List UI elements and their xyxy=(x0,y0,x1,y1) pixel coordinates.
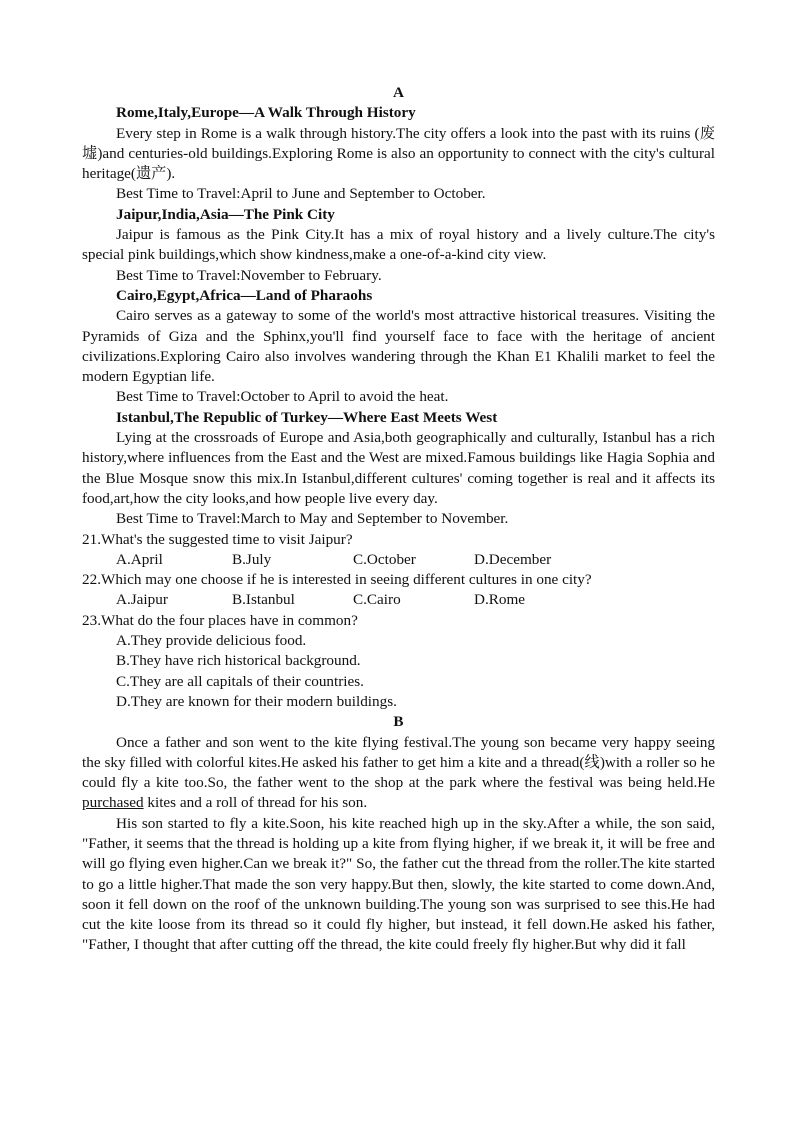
section-title: Rome,Italy,Europe—A Walk Through History xyxy=(116,104,416,122)
option-a: A.April xyxy=(116,550,163,568)
exam-page xyxy=(82,83,715,956)
option-c: C.October xyxy=(353,550,416,568)
best-time: Best Time to Travel:April to June and September to October. xyxy=(116,185,486,203)
question-22 xyxy=(82,570,715,611)
passage-a xyxy=(82,103,715,529)
best-time: Best Time to Travel:November to February. xyxy=(116,266,382,284)
passage-b xyxy=(82,733,715,956)
section-body: Every step in Rome is a walk through history.The city offers a look into the past with its ruins (废墟)and centuries-old buildings.Exploring Rome is also an opportunity to connect with the city's cultural heritage(遗产). xyxy=(82,124,715,183)
section-body: Cairo serves as a gateway to some of the world's most attractive historical treasures. Visiting the Pyramids of Giza and the Sphinx,you'll find yourself face to face with the heritage of ancient civilizations.Exploring Cairo also involves wandering through the Khan E1 Khalili market to feel the modern Egyptian life. xyxy=(82,307,715,386)
question-stem: 22.Which may one choose if he is interested in seeing different cultures in one city? xyxy=(82,571,592,589)
passage-a-label: A xyxy=(393,84,404,101)
passage-b-label: B xyxy=(393,713,404,731)
option-b: B.July xyxy=(232,550,272,568)
option-d: D.Rome xyxy=(474,591,526,609)
question-21 xyxy=(82,530,715,571)
passage-b-paragraph-1 xyxy=(82,733,715,814)
option-a: A.Jaipur xyxy=(116,591,168,609)
option-a: A.They provide delicious food. xyxy=(116,632,307,650)
section-rome xyxy=(82,103,715,204)
best-time: Best Time to Travel:March to May and September to November. xyxy=(116,510,509,528)
option-c: C.They are all capitals of their countries. xyxy=(116,672,364,690)
section-jaipur xyxy=(82,205,715,286)
option-b: B.They have rich historical background. xyxy=(116,652,361,670)
section-istanbul xyxy=(82,408,715,530)
question-options xyxy=(82,590,715,610)
option-d: D.They are known for their modern buildings. xyxy=(116,692,397,710)
paragraph-text: Once a father and son went to the kite flying festival.The young son became very happy seeing the sky filled with colorful kites.He asked his father to get him a kite and a thread(线)with a roller so he could fly a kite too.So, the father went to the shop at the park where the festival was being held.He xyxy=(82,733,715,792)
paragraph-text: kites and a roll of thread for his son. xyxy=(143,794,368,812)
option-d: D.December xyxy=(474,550,552,568)
section-title: Istanbul,The Republic of Turkey—Where East Meets West xyxy=(116,408,498,426)
question-stem: 21.What's the suggested time to visit Jaipur? xyxy=(82,530,353,548)
question-options xyxy=(82,550,715,570)
section-cairo xyxy=(82,286,715,408)
section-title: Cairo,Egypt,Africa—Land of Pharaohs xyxy=(116,286,373,304)
passage-b-paragraph-2: His son started to fly a kite.Soon, his kite reached high up in the sky.After a while, the son said, "Father, it seems that the thread is holding up a kite from flying higher, if we break it, it will be free and will go flying even higher.Can we break it?" So, the father cut the thread from the roller.The kite started to go a little higher.That made the son very happy.But then, slowly, the kite started to come down.And, soon it fell down on the roof of the unknown building.The young son was surprised to see this.He had cut the kite loose from its thread so it could fly higher, but instead, it fell down.He asked his father, "Father, I thought that after cutting off the thread, the kite could freely fly higher.But why did it fall xyxy=(82,814,715,954)
best-time: Best Time to Travel:October to April to avoid the heat. xyxy=(116,388,449,406)
section-title: Jaipur,India,Asia—The Pink City xyxy=(116,205,335,223)
section-body: Lying at the crossroads of Europe and Asia,both geographically and culturally, Istanbul has a rich history,where influences from the East and the West are mixed.Famous buildings like Hagia Sophia and the Blue Mosque snow this mix.In Istanbul,different cultures' coming together is real and it affects its food,art,how the city looks,and how people live every day. xyxy=(82,429,715,507)
question-23 xyxy=(82,611,715,712)
underlined-word: purchased xyxy=(82,794,144,812)
option-b: B.Istanbul xyxy=(232,591,295,609)
section-body: Jaipur is famous as the Pink City.It has a mix of royal history and a lively culture.The city's special pink buildings,which show kindness,make a one-of-a-kind city view. xyxy=(82,226,715,264)
option-c: C.Cairo xyxy=(353,591,401,609)
question-stem: 23.What do the four places have in common? xyxy=(82,611,358,629)
